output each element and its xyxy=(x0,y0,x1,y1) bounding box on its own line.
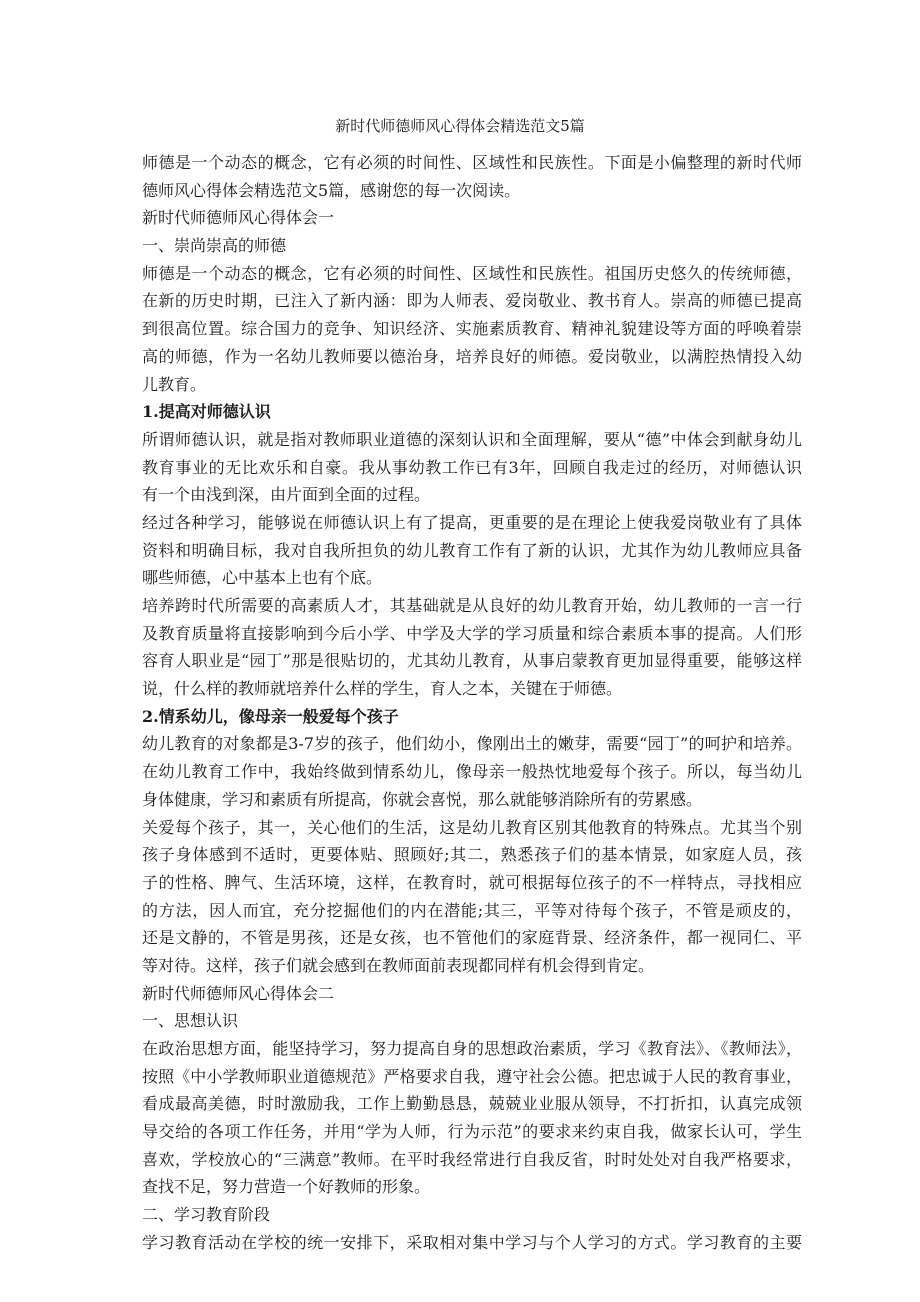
text-line: 说，什么样的教师就培养什么样的学生，育人之本，关键在于师德。 xyxy=(142,679,623,699)
text-line: 所谓师德认识，就是指对教师职业道德的深刻认识和全面理解，要从“德”中体会到献身幼儿 xyxy=(142,429,802,449)
text-line: 在新的历史时期，已注入了新内涵：即为人师表、爱岗敬业、教书育人。崇高的师德已提高 xyxy=(142,291,802,311)
text-line: 师德是一个动态的概念，它有必须的时间性、区域性和民族性。下面是小偏整理的新时代师 xyxy=(142,153,802,172)
text-line: 新时代师德师风心得体会二 xyxy=(142,983,335,1003)
text-line: 还是文静的，不管是男孩，还是女孩，也不管他们的家庭背景、经济条件，都一视同仁、平 xyxy=(142,928,802,948)
text-line: 一、崇尚崇高的师德 xyxy=(142,236,287,256)
text-line: 学习教育活动在学校的统一安排下，采取相对集中学习与个人学习的方式。学习教育的主要 xyxy=(142,1232,802,1252)
text-line: 看成最高美德，时时激励我，工作上勤勤恳恳，兢兢业业服从领导，不打折扣，认真完成领 xyxy=(142,1094,802,1114)
text-line: 在政治思想方面，能坚持学习，努力提高自身的思想政治素质，学习《教育法》、《教师法》， xyxy=(142,1039,802,1058)
text-line: 有一个由浅到深，由片面到全面的过程。 xyxy=(142,485,431,505)
text-line: 经过各种学习，能够说在师德认识上有了提高，更重要的是在理论上使我爱岗敬业有了具体 xyxy=(142,512,802,532)
text-line: 教育事业的无比欢乐和自豪。我从事幼教工作已有3年，回顾自我走过的经历，对师德认识 xyxy=(142,457,802,477)
text-line: 按照《中小学教师职业道德规范》严格要求自我，遵守社会公德。把忠诚于人民的教育事业， xyxy=(142,1066,802,1086)
text-line: 德师风心得体会精选范文5篇，感谢您的每一次阅读。 xyxy=(142,180,521,200)
text-line: 容育人职业是“园丁”那是很贴切的，尤其幼儿教育，从事启蒙教育更加显得重要，能够这样 xyxy=(142,651,802,671)
text-line: 培养跨时代所需要的高素质人才，其基础就是从良好的幼儿教育开始，幼儿教师的一言一行 xyxy=(142,596,802,615)
document-body xyxy=(142,149,802,1257)
text-line: 在幼儿教育工作中，我始终做到情系幼儿，像母亲一般热忱地爱每个孩子。所以，每当幼儿 xyxy=(142,762,802,782)
text-line: 二、学习教育阶段 xyxy=(142,1205,271,1225)
text-line: 儿教育。 xyxy=(142,374,207,394)
text-line: 哪些师德，心中基本上也有个底。 xyxy=(142,568,383,588)
text-line: 及教育质量将直接影响到今后小学、中学及大学的学习质量和综合素质本事的提高。人们形 xyxy=(142,623,802,643)
text-line: 到很高位置。综合国力的竞争、知识经济、实施素质教育、精神礼貌建设等方面的呼唤着崇 xyxy=(142,319,802,339)
text-line: 查找不足，努力营造一个好教师的形象。 xyxy=(142,1177,431,1197)
text-line: 等对待。这样，孩子们就会感到在教师面前表现都同样有机会得到肯定。 xyxy=(142,955,655,975)
text-line: 新时代师德师风心得体会一 xyxy=(142,208,335,228)
text-line: 子的性格、脾气、生活环境，这样，在教育时，就可根据每位孩子的不一样特点，寻找相应 xyxy=(142,872,802,892)
text-line: 一、思想认识 xyxy=(142,1011,239,1031)
text-line: 导交给的各项工作任务，并用“学为人师，行为示范”的要求来约束自我，做家长认可，学生 xyxy=(142,1122,802,1142)
text-line: 关爱每个孩子，其一，关心他们的生活，这是幼儿教育区别其他教育的特殊点。尤其当个别 xyxy=(142,817,802,837)
section-subheading: 1.提高对师德认识 xyxy=(142,402,271,422)
text-line: 的方法，因人而宜，充分挖掘他们的内在潜能;其三，平等对待每个孩子，不管是顽皮的， xyxy=(142,900,802,920)
text-line: 身体健康，学习和素质有所提高，你就会喜悦，那么就能够消除所有的劳累感。 xyxy=(142,789,703,809)
text-line: 师德是一个动态的概念，它有必须的时间性、区域性和民族性。祖国历史悠久的传统师德， xyxy=(142,263,802,283)
text-line: 资料和明确目标，我对自我所担负的幼儿教育工作有了新的认识，尤其作为幼儿教师应具备 xyxy=(142,540,802,560)
text-line: 孩子身体感到不适时，更要体贴、照顾好;其二，熟悉孩子们的基本情景，如家庭人员，孩 xyxy=(142,845,802,865)
text-line: 高的师德，作为一名幼儿教师要以德治身，培养良好的师德。爱岗敬业，以满腔热情投入幼 xyxy=(142,346,802,366)
document-title: 新时代师德师风心得体会精选范文5篇 xyxy=(335,117,585,135)
section-subheading: 2.情系幼儿，像母亲一般爱每个孩子 xyxy=(142,706,399,726)
text-line: 喜欢，学校放心的“三满意”教师。在平时我经常进行自我反省，时时处处对自我严格要求， xyxy=(142,1149,802,1169)
text-line: 幼儿教育的对象都是3-7岁的孩子，他们幼小，像刚出土的嫩芽，需要“园丁”的呵护和培养。 xyxy=(142,734,802,754)
